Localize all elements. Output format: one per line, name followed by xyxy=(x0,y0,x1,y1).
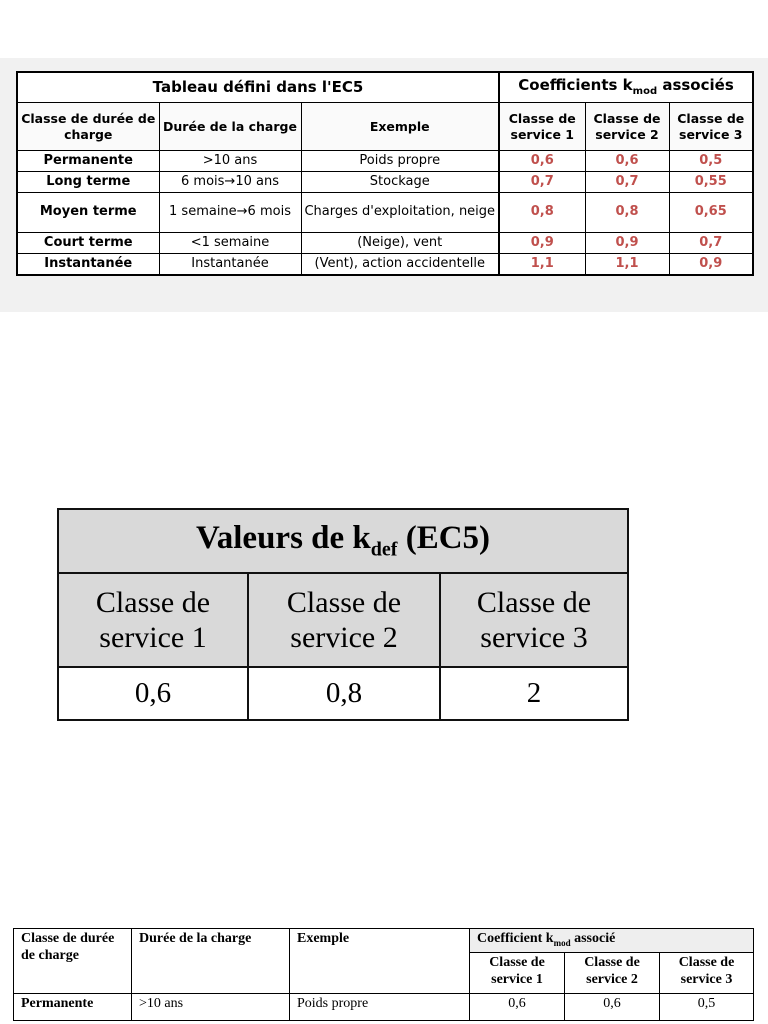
kmod-serif-header-exemple: Exemple xyxy=(290,929,470,994)
cell-service-2: 0,8 xyxy=(585,193,669,233)
kdef-value-service-2: 0,8 xyxy=(248,667,440,720)
cell-exemple: (Neige), vent xyxy=(301,233,499,254)
header-duree-charge: Durée de la charge xyxy=(159,103,301,151)
cell-duree: <1 semaine xyxy=(159,233,301,254)
header-service-2: Classe de service 2 xyxy=(585,103,669,151)
cell-exemple: Charges d'exploitation, neige xyxy=(301,193,499,233)
cell-service-1: 0,8 xyxy=(499,193,585,233)
kmod-serif-header-service-1: Classe de service 1 xyxy=(470,953,565,994)
cell-classe: Permanente xyxy=(17,151,159,172)
cell-classe: Instantanée xyxy=(17,254,159,276)
kdef-header-service-1: Classe de service 1 xyxy=(58,573,248,667)
kdef-table xyxy=(57,508,629,721)
table-row xyxy=(17,193,753,233)
kdef-value-service-1: 0,6 xyxy=(58,667,248,720)
kmod-serif-header-service-2: Classe de service 2 xyxy=(565,953,660,994)
kmod-table xyxy=(16,71,754,276)
cell-duree: >10 ans xyxy=(159,151,301,172)
cell-service-1: 0,6 xyxy=(470,994,565,1021)
cell-duree: 1 semaine→6 mois xyxy=(159,193,301,233)
cell-service-3: 0,5 xyxy=(660,994,754,1021)
cell-classe: Long terme xyxy=(17,172,159,193)
kdef-table-title: Valeurs de $k_{def}$ (EC5) xyxy=(58,509,628,573)
kdef-value-service-3: 2 xyxy=(440,667,628,720)
kdef-header-service-2: Classe de service 2 xyxy=(248,573,440,667)
cell-service-3: 0,65 xyxy=(669,193,753,233)
table-row xyxy=(17,254,753,276)
table-row xyxy=(17,151,753,172)
kmod-serif-header-classe: Classe de durée de charge xyxy=(14,929,132,994)
kmod-table-title-row xyxy=(17,72,753,103)
cell-service-3: 0,5 xyxy=(669,151,753,172)
cell-exemple: (Vent), action accidentelle xyxy=(301,254,499,276)
kmod-serif-header-service-3: Classe de service 3 xyxy=(660,953,754,994)
header-classe-duree: Classe de durée de charge xyxy=(17,103,159,151)
cell-service-2: 0,6 xyxy=(565,994,660,1021)
kmod-table-title-right: Coefficients $k_{mod}$ associés xyxy=(499,72,753,103)
cell-service-3: 0,9 xyxy=(669,254,753,276)
kmod-table-header-row xyxy=(17,103,753,151)
kmod-serif-header-group: Coefficient $k_{mod}$ associé xyxy=(470,929,754,953)
kdef-table-value-row xyxy=(58,667,628,720)
cell-service-3: 0,7 xyxy=(669,233,753,254)
cell-duree: Instantanée xyxy=(159,254,301,276)
kmod-serif-header-row xyxy=(14,929,754,953)
cell-service-2: 0,6 xyxy=(585,151,669,172)
cell-service-1: 1,1 xyxy=(499,254,585,276)
cell-service-2: 0,7 xyxy=(585,172,669,193)
cell-service-2: 0,9 xyxy=(585,233,669,254)
kdef-header-service-3: Classe de service 3 xyxy=(440,573,628,667)
cell-service-1: 0,6 xyxy=(499,151,585,172)
cell-classe: Court terme xyxy=(17,233,159,254)
kdef-table-title-row xyxy=(58,509,628,573)
cell-exemple: Stockage xyxy=(301,172,499,193)
cell-service-2: 1,1 xyxy=(585,254,669,276)
cell-classe: Moyen terme xyxy=(17,193,159,233)
header-exemple: Exemple xyxy=(301,103,499,151)
table-row xyxy=(17,172,753,193)
cell-exemple: Poids propre xyxy=(301,151,499,172)
header-service-3: Classe de service 3 xyxy=(669,103,753,151)
cell-duree: >10 ans xyxy=(132,994,290,1021)
table-row xyxy=(14,994,754,1021)
kdef-table-header-row xyxy=(58,573,628,667)
header-service-1: Classe de service 1 xyxy=(499,103,585,151)
cell-service-3: 0,55 xyxy=(669,172,753,193)
cell-classe: Permanente xyxy=(14,994,132,1021)
cell-service-1: 0,7 xyxy=(499,172,585,193)
cell-duree: 6 mois→10 ans xyxy=(159,172,301,193)
kmod-serif-header-duree: Durée de la charge xyxy=(132,929,290,994)
kmod-table-serif xyxy=(13,928,754,1021)
cell-service-1: 0,9 xyxy=(499,233,585,254)
cell-exemple: Poids propre xyxy=(290,994,470,1021)
table-row xyxy=(17,233,753,254)
kmod-table-title-left: Tableau défini dans l'EC5 xyxy=(17,72,499,103)
